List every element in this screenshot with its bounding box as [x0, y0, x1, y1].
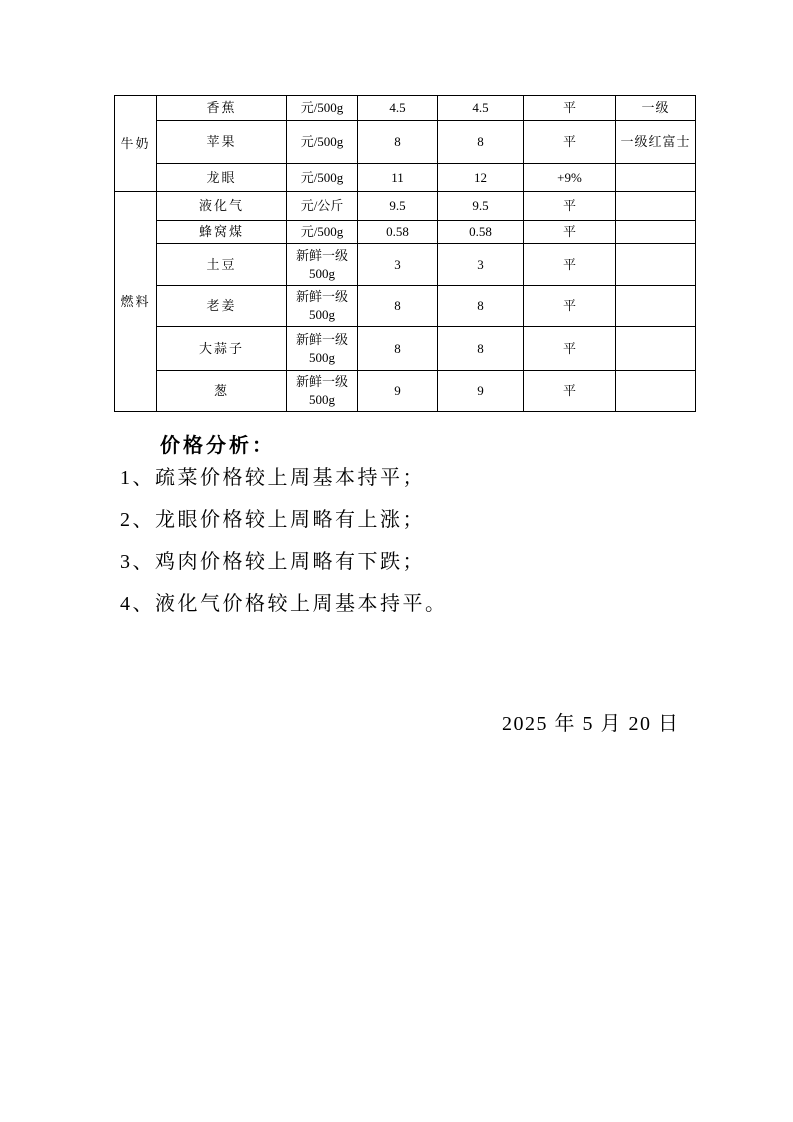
- price-last-cell: 4.5: [358, 96, 438, 121]
- table-row: [115, 244, 696, 286]
- change-cell: 平: [524, 96, 616, 121]
- item-cell: 葱: [157, 371, 287, 412]
- price-now-cell: 9.5: [438, 192, 524, 221]
- analysis-item: 3、鸡肉价格较上周略有下跌；: [120, 551, 425, 573]
- price-last-cell: 9: [358, 371, 438, 412]
- note-cell: [616, 221, 696, 244]
- note-cell: [616, 327, 696, 371]
- unit-cell: 元/500g: [287, 164, 358, 192]
- price-now-cell: 9: [438, 371, 524, 412]
- unit-cell: 元/公斤: [287, 192, 358, 221]
- price-last-cell: 11: [358, 164, 438, 192]
- unit-cell: 元/500g: [287, 221, 358, 244]
- item-cell: 苹果: [157, 121, 287, 164]
- note-cell: [616, 164, 696, 192]
- price-now-cell: 3: [438, 244, 524, 286]
- note-cell: [616, 286, 696, 327]
- change-cell: 平: [524, 221, 616, 244]
- price-now-cell: 4.5: [438, 96, 524, 121]
- table-row: [115, 221, 696, 244]
- item-cell: 大蒜子: [157, 327, 287, 371]
- note-cell: 一级红富士: [616, 121, 696, 164]
- item-cell: 香蕉: [157, 96, 287, 121]
- analysis-item: 4、液化气价格较上周基本持平。: [120, 593, 448, 615]
- unit-cell: 新鲜一级500g: [287, 327, 358, 371]
- table-row: [115, 121, 696, 164]
- table-row: [115, 164, 696, 192]
- price-last-cell: 3: [358, 244, 438, 286]
- price-last-cell: 8: [358, 327, 438, 371]
- price-last-cell: 0.58: [358, 221, 438, 244]
- note-cell: [616, 192, 696, 221]
- table-row: [115, 371, 696, 412]
- item-cell: 液化气: [157, 192, 287, 221]
- price-now-cell: 8: [438, 327, 524, 371]
- price-table: [114, 95, 696, 412]
- change-cell: 平: [524, 286, 616, 327]
- item-cell: 龙眼: [157, 164, 287, 192]
- category-cell: 燃料: [115, 192, 157, 412]
- change-cell: 平: [524, 192, 616, 221]
- price-table-body: [115, 96, 696, 412]
- analysis-item: 1、疏菜价格较上周基本持平；: [120, 467, 425, 489]
- item-cell: 土豆: [157, 244, 287, 286]
- note-cell: [616, 244, 696, 286]
- category-cell: 牛奶: [115, 96, 157, 192]
- unit-cell: 新鲜一级500g: [287, 371, 358, 412]
- price-now-cell: 8: [438, 121, 524, 164]
- change-cell: 平: [524, 327, 616, 371]
- price-last-cell: 9.5: [358, 192, 438, 221]
- price-now-cell: 8: [438, 286, 524, 327]
- analysis-list: [120, 467, 448, 635]
- unit-cell: 新鲜一级500g: [287, 286, 358, 327]
- change-cell: 平: [524, 371, 616, 412]
- price-last-cell: 8: [358, 286, 438, 327]
- table-row: [115, 286, 696, 327]
- table-row: [115, 96, 696, 121]
- item-cell: 蜂窝煤: [157, 221, 287, 244]
- analysis-heading: 价格分析：: [160, 435, 275, 457]
- unit-cell: 新鲜一级500g: [287, 244, 358, 286]
- unit-cell: 元/500g: [287, 96, 358, 121]
- price-last-cell: 8: [358, 121, 438, 164]
- price-now-cell: 0.58: [438, 221, 524, 244]
- table-row: [115, 327, 696, 371]
- table-row: [115, 192, 696, 221]
- analysis-item: 2、龙眼价格较上周略有上涨；: [120, 509, 425, 531]
- change-cell: 平: [524, 121, 616, 164]
- change-cell: +9%: [524, 164, 616, 192]
- change-cell: 平: [524, 244, 616, 286]
- item-cell: 老姜: [157, 286, 287, 327]
- note-cell: 一级: [616, 96, 696, 121]
- price-now-cell: 12: [438, 164, 524, 192]
- document-date: 2025 年 5 月 20 日: [502, 713, 680, 735]
- note-cell: [616, 371, 696, 412]
- unit-cell: 元/500g: [287, 121, 358, 164]
